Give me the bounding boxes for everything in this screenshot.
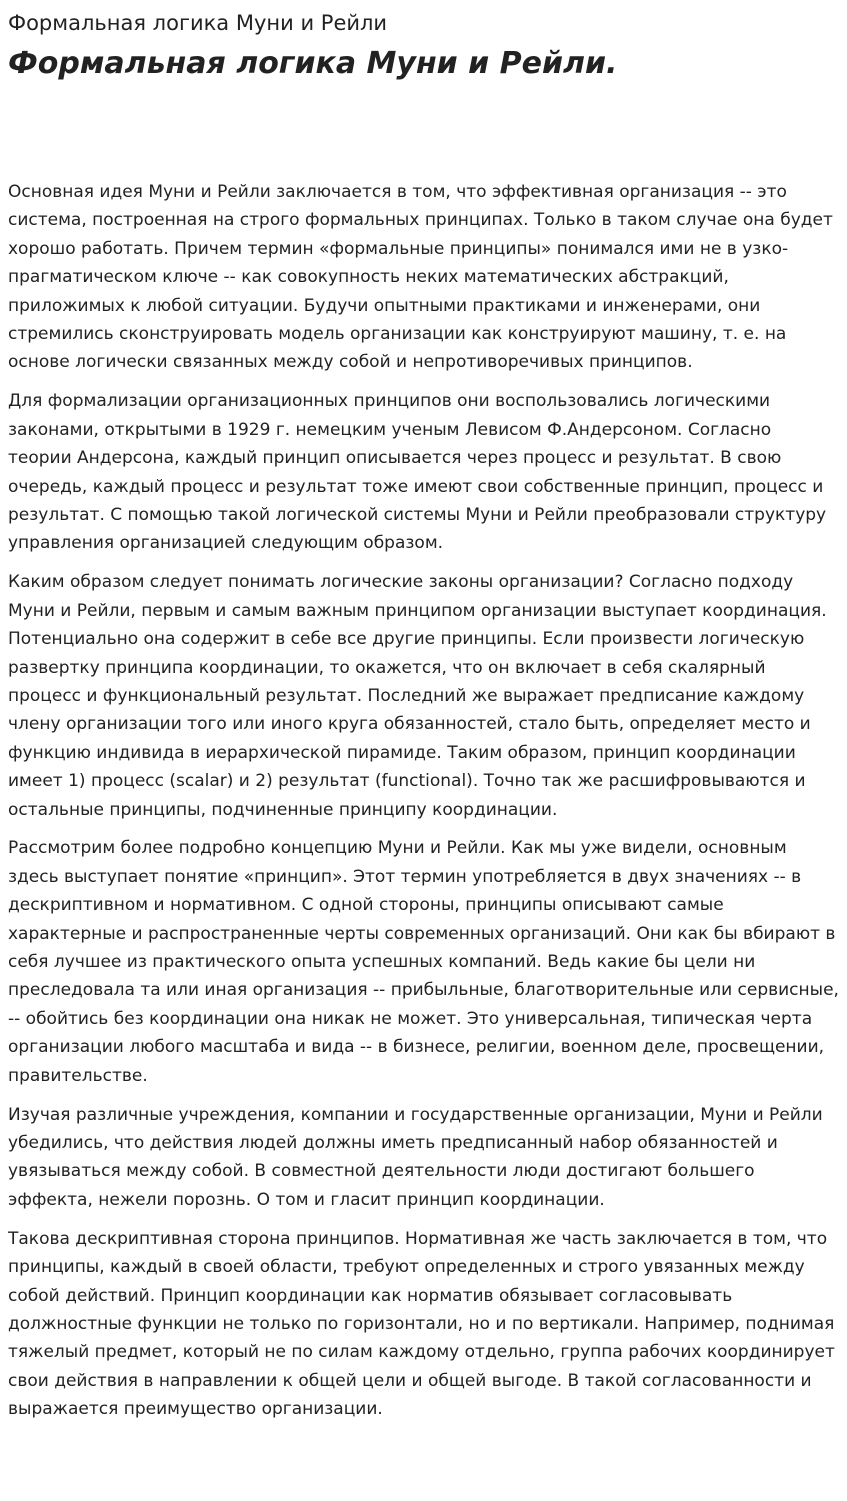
paragraph: Каким образом следует понимать логические законы организации? Согласно подходу Муни и Рейли, первым и самым важным принципом организации выступает координация. Потенциально она содержит в себе все другие принципы. Если произвести логическую развертку принципа координации, то окажется, что он включает в себя скалярный процесс и функциональный результат. Последний же выражает предписание каждому члену организации того или иного круга обязанностей, стало быть, определяет место и функцию индивида в иерархической пирамиде. Таким образом, принцип координации имеет 1) процесс (scalar) и 2) результат (functional). Точно так же расшифровываются и остальные принципы, подчиненные принципу координации.	[8, 572, 827, 820]
page-header: Формальная логика Муни и Рейли	[8, 11, 388, 35]
paragraph: Такова дескриптивная сторона принципов. Нормативная же часть заключается в том, что принципы, каждый в своей области, требуют определенных и строго увязанных между собой действий. Принцип координации как норматив обязывает согласовывать должностные функции не только по горизонтали, но и по вертикали. Например, поднимая тяжелый предмет, который не по силам каждому отдельно, группа рабочих координирует свои действия в направлении к общей цели и общей выгоде. В такой согласованности и выражается преимущество организации.	[8, 1228, 835, 1420]
paragraph: Для формализации организационных принципов они воспользовались логическими законами, открытыми в 1929 г. немецким ученым Левисом Ф.Андерсоном. Согласно теории Андерсона, каждый принцип описывается через процесс и результат. В свою очередь, каждый процесс и результат тоже имеют свои собственные принцип, процесс и результат. С помощью такой логической системы Муни и Рейли преобразовали структуру управления организацией следующим образом.	[8, 391, 827, 554]
paragraph: Изучая различные учреждения, компании и государственные организации, Муни и Рейли убедились, что действия людей должны иметь предписанный набор обязанностей и увязываться между собой. В совместной деятельности люди достигают большего эффекта, нежели порознь. О том и гласит принцип координации.	[8, 1104, 823, 1210]
paragraph: Рассмотрим более подробно концепцию Муни и Рейли. Как мы уже видели, основным здесь выступает понятие «принцип». Этот термин употребляется в двух значениях -- в дескриптивном и нормативном. С одной стороны, принципы описывают самые характерные и распространенные черты современных организаций. Они как бы вбирают в себя лучшее из практического опыта успешных компаний. Ведь какие бы цели ни преследовала та или иная организация -- прибыльные, благотворительные или сервисные, -- обойтись без координации она никак не может. Это универсальная, типическая черта организации любого масштаба и вида -- в бизнесе, религии, военном деле, просвещении, правительстве.	[8, 838, 839, 1086]
article-title: Формальная логика Муни и Рейли.	[8, 46, 618, 81]
article-body	[8, 178, 839, 1424]
paragraph: Основная идея Муни и Рейли заключается в том, что эффективная организация -- это система, построенная на строго формальных принципах. Только в таком случае она будет хорошо работать. Причем термин «формальные принципы» понимался ими не в узко-прагматическом ключе -- как совокупность неких математических абстракций, приложимых к любой ситуации. Будучи опытными практиками и инженерами, они стремились сконструировать модель организации как конструируют машину, т. е. на основе логически связанных между собой и непротиворечивых принципов.	[8, 182, 833, 373]
